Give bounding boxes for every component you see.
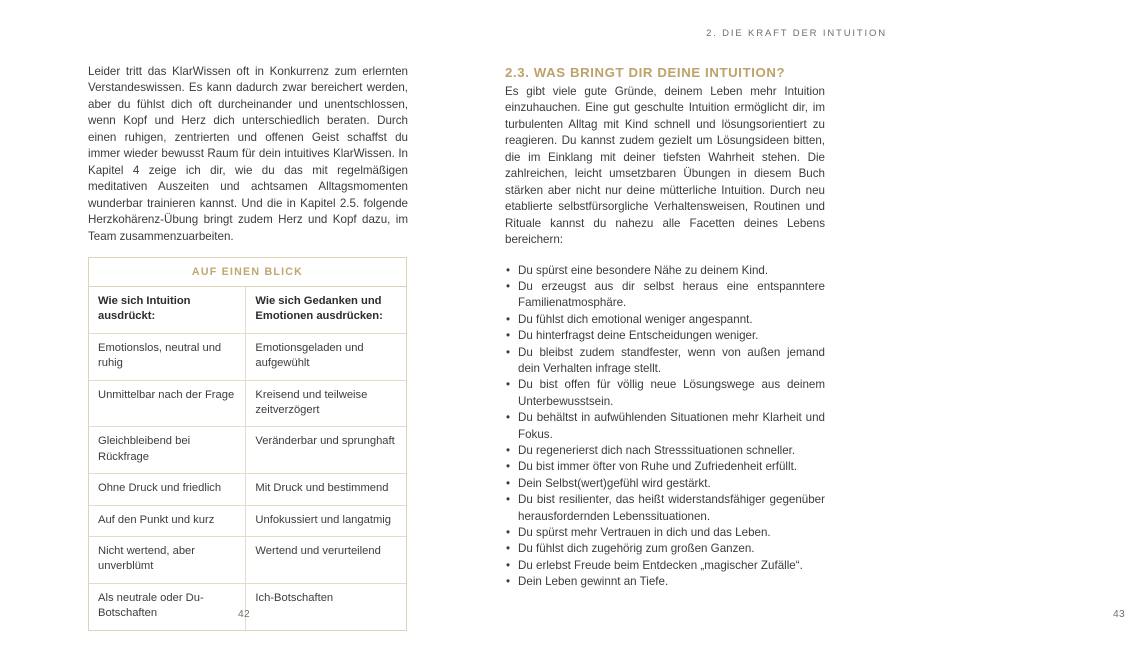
table-row [89,427,406,474]
table-body [89,287,406,630]
left-page [0,0,459,648]
page-number-right: 43 [1113,609,1125,620]
left-page-text-column [88,64,408,245]
table-cell: Unfokussiert und langatmig [246,505,406,536]
list-item: • Du spürst mehr Vertrauen in dich und das Leben. [505,525,825,541]
list-item: • Du fühlst dich zugehörig zum großen Ganzen. [505,541,825,557]
list-item: • Du bist immer öfter von Ruhe und Zufriedenheit erfüllt. [505,459,825,475]
table-cell: Als neutrale oder Du-Botschaften [89,583,246,629]
table-rows-container [89,287,406,630]
list-item: • Du bleibst zudem standfester, wenn von außen jemand dein Verhalten infrage stellt. [505,345,825,378]
table-cell: Kreisend und teilweise zeitverzögert [246,380,406,427]
table-column-header: Wie sich Intuition ausdrückt: [89,287,246,333]
right-body-paragraph: Es gibt viele gute Gründe, deinem Leben mehr Intuition einzuhauchen. Eine gut geschulte Intuition ermöglicht dir, im turbulenten Alltag mit Kind schnell und lösungsorientiert zu reagieren. Du kannst zudem gezielt um Lösungsideen bitten, die im Einklang mit deiner tiefsten Wahrheit stehen. Die zahlreichen, leicht umsetzbaren Übungen in diesem Buch stärken aber nicht nur deine mütterliche Intuition. Durch neu etablierte selbstfürsorgliche Verhaltensweisen, Routinen und Rituale kannst du nahezu alle Facetten deines Lebens bereichern: [505,85,825,247]
table-column-header: Wie sich Gedanken und Emotionen ausdrücken: [255,295,383,323]
table-cell: Ohne Druck und friedlich [89,474,246,505]
table-row [89,583,406,629]
table-cell: Auf den Punkt und kurz [89,505,246,536]
table-row [89,380,406,427]
list-item: • Du bist offen für völlig neue Lösungswege aus deinem Unterbewusstsein. [505,377,825,410]
list-item: • Du regenerierst dich nach Stresssituationen schneller. [505,443,825,459]
benefits-bullet-list [505,263,825,591]
table-row [89,537,406,584]
list-item: • Du behältst in aufwühlenden Situationen mehr Klarheit und Fokus. [505,410,825,443]
page-number-left: 42 [238,609,250,620]
table-cell: Gleichbleibend bei Rückfrage [89,427,246,474]
list-item: • Dein Leben gewinnt an Tiefe. [505,574,825,590]
auf-einen-blick-table [88,257,407,631]
list-item: • Du erlebst Freude beim Entdecken „magischer Zufälle“. [505,558,825,574]
list-item: • Du hinterfragst deine Entscheidungen weniger. [505,328,825,344]
right-page-text-column [505,64,825,591]
list-item: • Du spürst eine besondere Nähe zu deinem Kind. [505,263,825,279]
table-row [89,474,406,505]
right-page [458,0,1125,648]
list-item: • Du bist resilienter, das heißt widerstandsfähiger gegenüber herausfordernden Lebenssituationen. [505,492,825,525]
table-cell: Veränderbar und sprunghaft [246,427,406,474]
list-item: • Dein Selbst(wert)gefühl wird gestärkt. [505,476,825,492]
table-cell: Nicht wertend, aber unverblümt [89,537,246,584]
table-row [89,333,406,380]
table-header-row [89,287,406,333]
running-head: 2. DIE KRAFT DER INTUITION [706,28,887,39]
table-cell: Emotionslos, neutral und ruhig [89,333,246,380]
list-item: • Du erzeugst aus dir selbst heraus eine entspanntere Familienatmosphäre. [505,279,825,312]
list-item: • Du fühlst dich emotional weniger angespannt. [505,312,825,328]
bottom-trim-bar [0,640,917,648]
section-heading: 2.3. WAS BRINGT DIR DEINE INTUITION? [505,65,786,80]
table-title: AUF EINEN BLICK [89,258,406,287]
table-cell: Emotionsgeladen und aufgewühlt [246,333,406,380]
table-cell: Wertend und verurteilend [246,537,406,584]
table-cell: Ich-Botschaften [246,583,406,629]
table-cell: Unmittelbar nach der Frage [89,380,246,427]
left-body-paragraph: Leider tritt das KlarWissen oft in Konkurrenz zum erlernten Verstandeswissen. Es kann dadurch zwar bereichert werden, aber du fühlst dich oft durcheinander und unentschlossen, wenn Kopf und Herz dich unterschiedlich beraten. Durch einen ruhigen, zentrierten und offenen Geist schaffst du immer wieder bewusst Raum für dein intuitives KlarWissen. In Kapitel 4 zeige ich dir, wie du das mit regelmäßigen meditativen Auszeiten und achtsamen Alltagsmomenten wunderbar trainieren kannst. Und die in Kapitel 2.5. folgende Herzkohärenz-Übung bringt zudem Herz und Kopf dazu, im Team zusammenzuarbeiten. [88,65,408,243]
table-cell: Mit Druck und bestimmend [246,474,406,505]
table-row [89,505,406,536]
